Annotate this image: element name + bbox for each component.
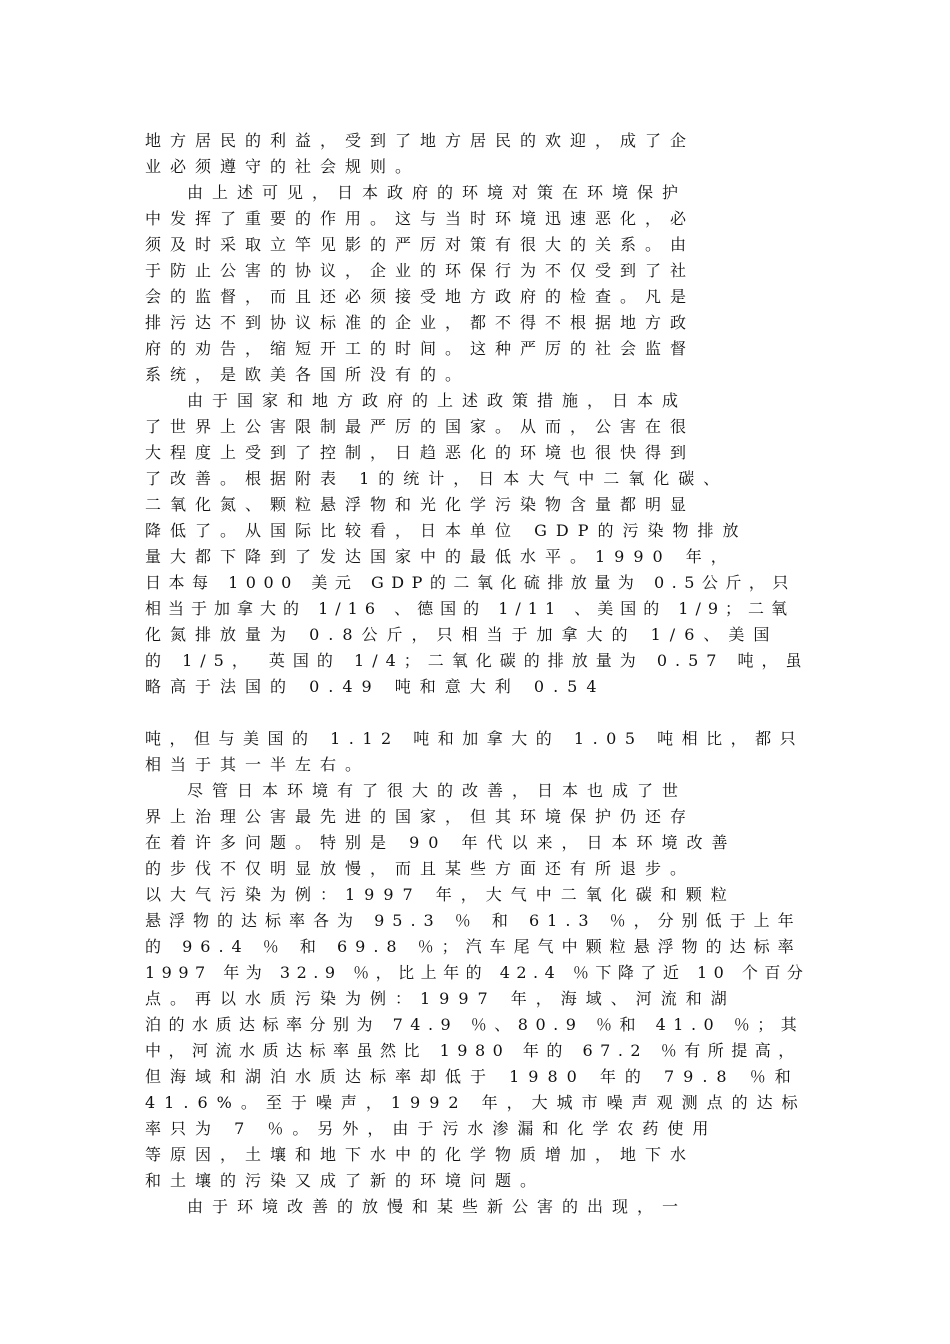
text-line: 的步伐不仅明显放慢，而且某些方面还有所退步。 xyxy=(145,859,696,878)
paragraph-start-line: 尽管日本环境有了很大的改善，日本也成了世 xyxy=(187,781,688,800)
text-line: 和土壤的污染又成了新的环境问题。 xyxy=(145,1171,546,1190)
text-line: 的 1/5， 英国的 1/4；二氧化碳的排放量为 0.57 吨，虽 xyxy=(145,651,810,670)
text-line: 系统，是欧美各国所没有的。 xyxy=(145,365,471,384)
text-line: 率只为 7 ％。另外，由于污水渗漏和化学农药使用 xyxy=(145,1119,718,1138)
text-line: 以大气污染为例：1997 年，大气中二氧化碳和颗粒 xyxy=(145,885,736,904)
text-line: 等原因，土壤和地下水中的化学物质增加，地下水 xyxy=(145,1145,696,1164)
text-line: 于防止公害的协议，企业的环保行为不仅受到了社 xyxy=(145,261,696,280)
text-line: 降低了。从国际比较看，日本单位 GDP的污染物排放 xyxy=(145,521,748,540)
text-line: 41.6%。至于噪声，1992 年，大城市噪声观测点的达标 xyxy=(145,1093,807,1112)
text-line: 排污达不到协议标准的企业，都不得不根据地方政 xyxy=(145,313,696,332)
text-line: 吨，但与美国的 1.12 吨和加拿大的 1.05 吨相比，都只 xyxy=(145,729,805,748)
text-line: 相当于加拿大的 1/16 、德国的 1/11 、美国的 1/9；二氧 xyxy=(145,599,795,618)
text-line: 府的劝告，缩短开工的时间。这种严厉的社会监督 xyxy=(145,339,696,358)
text-line: 界上治理公害最先进的国家，但其环境保护仍还存 xyxy=(145,807,696,826)
text-line: 了世界上公害限制最严厉的国家。从而，公害在很 xyxy=(145,417,696,436)
text-line: 的 96.4 ％ 和 69.8 ％；汽车尾气中颗粒悬浮物的达标率 xyxy=(145,937,802,956)
paragraph-start-line: 由于环境改善的放慢和某些新公害的出现，一 xyxy=(187,1197,688,1216)
paragraph-start-line: 由于国家和地方政府的上述政策措施，日本成 xyxy=(187,391,688,410)
text-line: 地方居民的利益，受到了地方居民的欢迎，成了企 xyxy=(145,131,696,150)
text-line: 1997 年为 32.9 ％，比上年的 42.4 ％下降了近 10 个百分 xyxy=(145,963,810,982)
text-line: 在着许多问题。特别是 90 年代以来，日本环境改善 xyxy=(145,833,737,852)
text-line: 化氮排放量为 0.8公斤，只相当于加拿大的 1/6、美国 xyxy=(145,625,779,644)
text-line: 二氧化氮、颗粒悬浮物和光化学污染物含量都明显 xyxy=(145,495,696,514)
text-line: 悬浮物的达标率各为 95.3 ％ 和 61.3 ％，分别低于上年 xyxy=(145,911,802,930)
text-line: 中，河流水质达标率虽然比 1980 年的 67.2 ％有所提高， xyxy=(145,1041,802,1060)
text-line: 相当于其一半左右。 xyxy=(145,755,371,774)
text-line: 中发挥了重要的作用。这与当时环境迅速恶化，必 xyxy=(145,209,696,228)
text-line: 点。再以水质污染为例：1997 年，海域、河流和湖 xyxy=(145,989,736,1008)
text-line: 了改善。根据附表 1的统计，日本大气中二氧化碳、 xyxy=(145,469,729,488)
text-line: 泊的水质达标率分别为 74.9 ％、80.9 ％和 41.0 ％；其 xyxy=(145,1015,805,1034)
text-line: 日本每 1000 美元 GDP的二氧化硫排放量为 0.5公斤，只 xyxy=(145,573,796,592)
paragraph-start-line: 由上述可见，日本政府的环境对策在环境保护 xyxy=(187,183,688,202)
text-line: 业必须遵守的社会规则。 xyxy=(145,157,421,176)
text-line: 略高于法国的 0.49 吨和意大利 0.54 xyxy=(145,677,606,696)
text-line: 量大都下降到了发达国家中的最低水平。1990 年， xyxy=(145,547,736,566)
text-line: 但海域和湖泊水质达标率却低于 1980 年的 79.8 ％和 xyxy=(145,1067,800,1086)
text-line: 会的监督，而且还必须接受地方政府的检查。凡是 xyxy=(145,287,696,306)
text-line: 大程度上受到了控制，日趋恶化的环境也很快得到 xyxy=(145,443,696,462)
text-line: 须及时采取立竿见影的严厉对策有很大的关系。由 xyxy=(145,235,696,254)
